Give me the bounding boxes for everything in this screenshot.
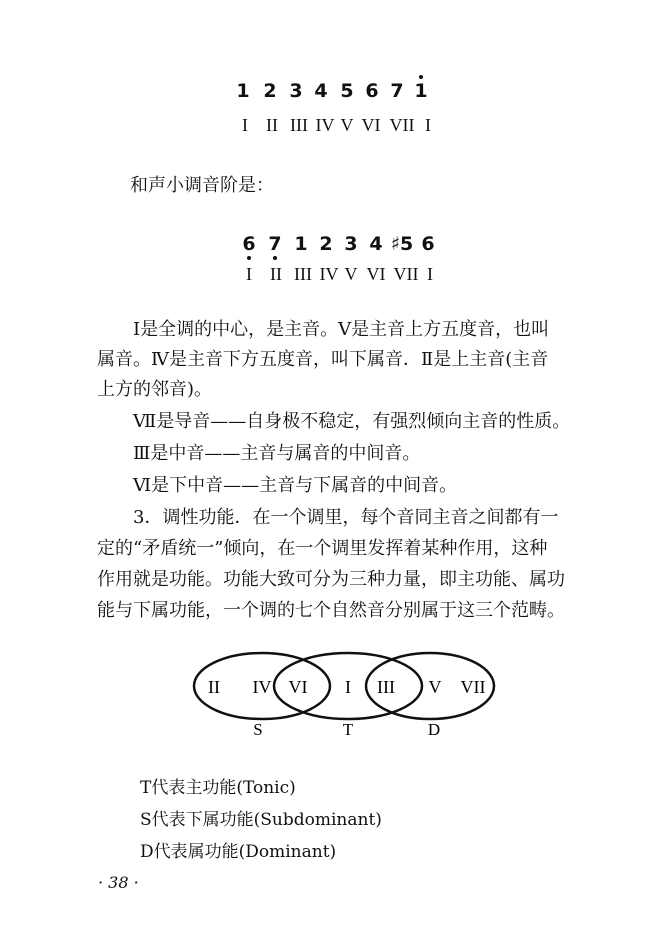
roman-numeral: V <box>344 264 358 284</box>
degree: 5 <box>340 80 354 102</box>
paragraph-line: Ⅲ是中音——主音与属音的中间音。 <box>133 443 421 464</box>
function-diagram <box>190 645 510 745</box>
roman-numeral: III <box>290 115 308 135</box>
group-label-s: S <box>253 720 263 739</box>
roman-numeral: VII <box>393 264 419 284</box>
degree: 6 <box>365 80 379 102</box>
degree: 4 <box>314 80 328 102</box>
paragraph-line: 3．调性功能．在一个调里，每个音同主音之间都有一 <box>133 507 559 528</box>
octave-dot-above <box>419 75 423 79</box>
roman-numeral: IV <box>319 264 339 284</box>
degree: 6 <box>242 233 256 255</box>
roman-numeral: II <box>266 115 278 135</box>
paragraph-line: Ⅰ是全调的中心，是主音。Ⅴ是主音上方五度音，也叫 <box>133 319 550 340</box>
legend-tonic: T代表主功能(Tonic) <box>140 778 296 798</box>
degree: 6 <box>421 233 435 255</box>
degree: 1 <box>294 233 308 255</box>
roman-numeral: I <box>425 115 431 135</box>
roman-numeral: VI <box>366 264 386 284</box>
degree: 7 <box>390 80 404 102</box>
diagram-label: V <box>428 677 442 697</box>
legend-subdominant: S代表下属功能(Subdominant) <box>140 810 382 830</box>
group-label-t: T <box>342 720 354 739</box>
page-number: · 38 · <box>98 873 139 892</box>
degree: 2 <box>263 80 277 102</box>
roman-numeral: IV <box>315 115 335 135</box>
roman-numeral: I <box>427 264 433 284</box>
roman-numeral: I <box>246 264 252 284</box>
diagram-label: I <box>345 677 351 697</box>
roman-numeral: III <box>294 264 312 284</box>
roman-numeral: VII <box>389 115 415 135</box>
paragraph-line: Ⅵ是下中音——主音与下属音的中间音。 <box>133 475 458 496</box>
lower-octave-dot <box>273 256 277 260</box>
paragraph-line: 作用就是功能。功能大致可分为三种力量，即主功能、属功 <box>97 569 565 590</box>
diagram-label: III <box>377 677 395 697</box>
paragraph-line: 上方的邻音)。 <box>97 379 213 400</box>
degree: 1 <box>236 80 250 102</box>
diagram-label: VII <box>460 677 486 697</box>
legend-dominant: D代表属功能(Dominant) <box>140 842 337 862</box>
diagram-label: IV <box>252 677 272 697</box>
paragraph-line: 属音。Ⅳ是主音下方五度音，叫下属音．Ⅱ是上主音(主音 <box>97 349 549 370</box>
group-label-d: D <box>427 720 441 739</box>
paragraph-line: 定的“矛盾统一”倾向，在一个调里发挥着某种作用，这种 <box>97 538 548 559</box>
roman-numeral: V <box>340 115 354 135</box>
paragraph-line: Ⅶ是导音——自身极不稳定，有强烈倾向主音的性质。 <box>133 411 571 432</box>
degree: 3 <box>344 233 358 255</box>
degree: 4 <box>369 233 383 255</box>
degree: ♯5 <box>390 233 414 255</box>
roman-numeral: I <box>242 115 248 135</box>
degree: 3 <box>289 80 303 102</box>
degree: 1 <box>414 80 428 102</box>
diagram-label: II <box>208 677 220 697</box>
paragraph-line: 能与下属功能，一个调的七个自然音分别属于这三个范畴。 <box>97 600 565 621</box>
roman-numeral: II <box>270 264 282 284</box>
diagram-label: VI <box>288 677 308 697</box>
roman-numeral: VI <box>361 115 381 135</box>
harmonic-minor-heading: 和声小调音阶是： <box>130 175 274 196</box>
degree: 2 <box>319 233 333 255</box>
degree: 7 <box>268 233 282 255</box>
lower-octave-dot <box>247 256 251 260</box>
